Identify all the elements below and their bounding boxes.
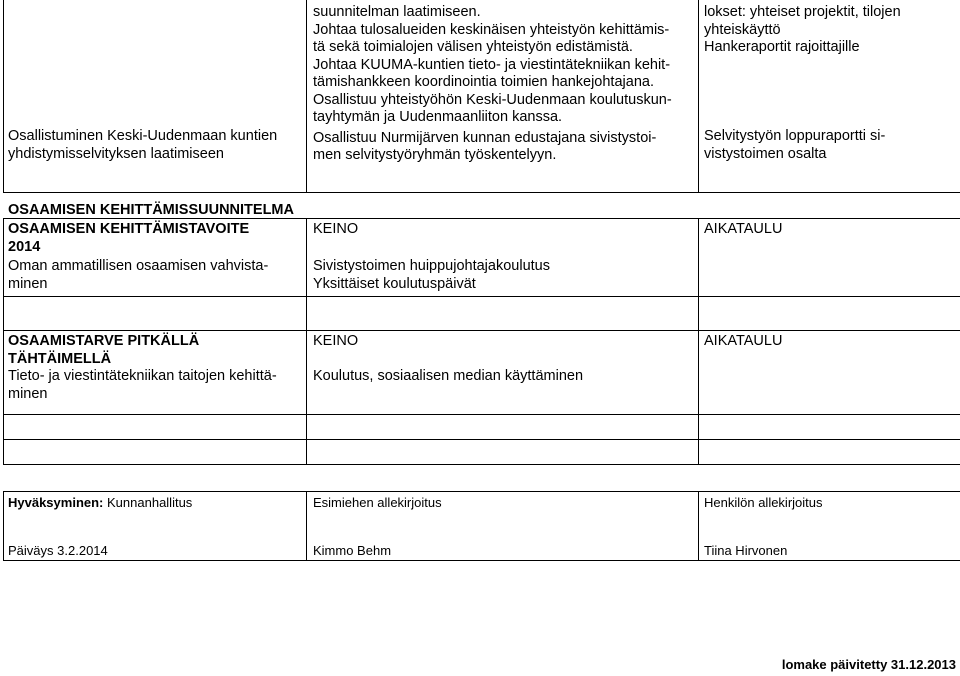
approval-table-bottom-border [3, 560, 960, 561]
results-cell-bottom [704, 128, 885, 163]
needs-table-row-border-2 [3, 439, 960, 440]
results-line: Selvitystyön loppuraportti si- [704, 128, 886, 144]
date-field [8, 543, 108, 558]
person-name: Tiina Hirvonen [704, 543, 788, 558]
results-line: Hankeraportit rajoittajille [704, 39, 860, 55]
task-area-cell [8, 128, 277, 163]
approver-label: Hyväksyminen: [8, 495, 104, 510]
actions-line: men selvitystyöryhmän työskentelyyn. [313, 147, 557, 163]
plan-table-divider-1 [306, 218, 307, 465]
actions-cell [313, 4, 672, 165]
method-heading: KEINO [313, 221, 359, 237]
needs-table-bottom-border [3, 464, 960, 465]
needs-method-heading: KEINO [313, 333, 359, 349]
plan-table-top-border [3, 218, 960, 219]
date-label: Päiväys [8, 543, 54, 558]
needs-method-text: Koulutus, sosiaalisen median käyttäminen [313, 368, 584, 384]
supervisor-signature-label: Esimiehen allekirjoitus [313, 495, 442, 510]
actions-line: tä sekä toimialojen välisen yhteistyön edistämistä. [313, 39, 633, 55]
actions-line: Johtaa KUUMA-kuntien tieto- ja viestintätekniikan kehit- [313, 56, 671, 73]
schedule-heading: AIKATAULU [704, 221, 783, 237]
goal-text [8, 258, 268, 293]
task-area-line: Osallistuminen Keski-Uudenmaan kuntien [8, 128, 278, 144]
needs-schedule-heading: AIKATAULU [704, 333, 783, 349]
need-text [8, 368, 277, 403]
top-table-divider-1 [306, 0, 307, 193]
results-line: yhteiskäyttö [704, 21, 781, 38]
method-text-line: Yksittäiset koulutuspäivät [313, 275, 476, 292]
approver-field [8, 495, 192, 510]
form-updated-note: lomake päivitetty 31.12.2013 [781, 657, 956, 672]
needs-heading [8, 333, 199, 368]
needs-heading-line: OSAAMISTARVE PITKÄLLÄ [8, 333, 200, 349]
needs-heading-line: TÄHTÄIMELLÄ [8, 350, 112, 367]
approver-value: Kunnanhallitus [107, 495, 193, 510]
actions-line: Osallistuu yhteistyöhön Keski-Uudenmaan koulutuskun- [313, 91, 672, 108]
results-line: lokset: yhteiset projektit, tilojen [704, 4, 901, 20]
actions-line: tayhtymän ja Uudenmaanliiton kanssa. [313, 109, 563, 125]
top-table-left-border [3, 0, 4, 193]
results-line: vistystoimen osalta [704, 145, 827, 162]
approval-table-top-border [3, 491, 960, 492]
actions-line: tämishankkeen koordinointia toimien hankejohtajana. [313, 74, 654, 90]
top-table-bottom-border [3, 192, 960, 193]
date-value: 3.2.2014 [57, 543, 108, 558]
plan-table-divider-2 [698, 218, 699, 465]
goal-text-line: Oman ammatillisen osaamisen vahvista- [8, 258, 269, 274]
method-text-line: Sivistystoimen huippujohtajakoulutus [313, 258, 550, 274]
need-text-line: Tieto- ja viestintätekniikan taitojen kehittä- [8, 368, 277, 384]
actions-line: Osallistuu Nurmijärven kunnan edustajana sivistystoi- [313, 129, 657, 146]
plan-title: OSAAMISEN KEHITTÄMISSUUNNITELMA [8, 202, 294, 218]
plan-table-left-border [3, 218, 4, 465]
goal-text-line: minen [8, 275, 48, 292]
actions-line: Johtaa tulosalueiden keskinäisen yhteistyön kehittämis- [313, 21, 670, 38]
task-area-line: yhdistymisselvityksen laatimiseen [8, 145, 224, 162]
needs-table-top-border [3, 330, 960, 331]
personal-signature-label: Henkilön allekirjoitus [704, 495, 823, 510]
goal-heading-line: 2014 [8, 238, 41, 255]
results-cell-top [704, 4, 901, 57]
top-table-divider-2 [698, 0, 699, 193]
actions-line: suunnitelman laatimiseen. [313, 4, 481, 20]
plan-table-row-border [3, 296, 960, 297]
approval-table-left-border [3, 491, 4, 561]
method-text [313, 258, 550, 293]
needs-table-row-border-1 [3, 414, 960, 415]
approval-table-divider-2 [698, 491, 699, 561]
goal-heading-line: OSAAMISEN KEHITTÄMISTAVOITE [8, 221, 250, 237]
need-text-line: minen [8, 385, 48, 402]
approval-table-divider-1 [306, 491, 307, 561]
goal-heading [8, 221, 249, 256]
supervisor-name: Kimmo Behm [313, 543, 392, 558]
